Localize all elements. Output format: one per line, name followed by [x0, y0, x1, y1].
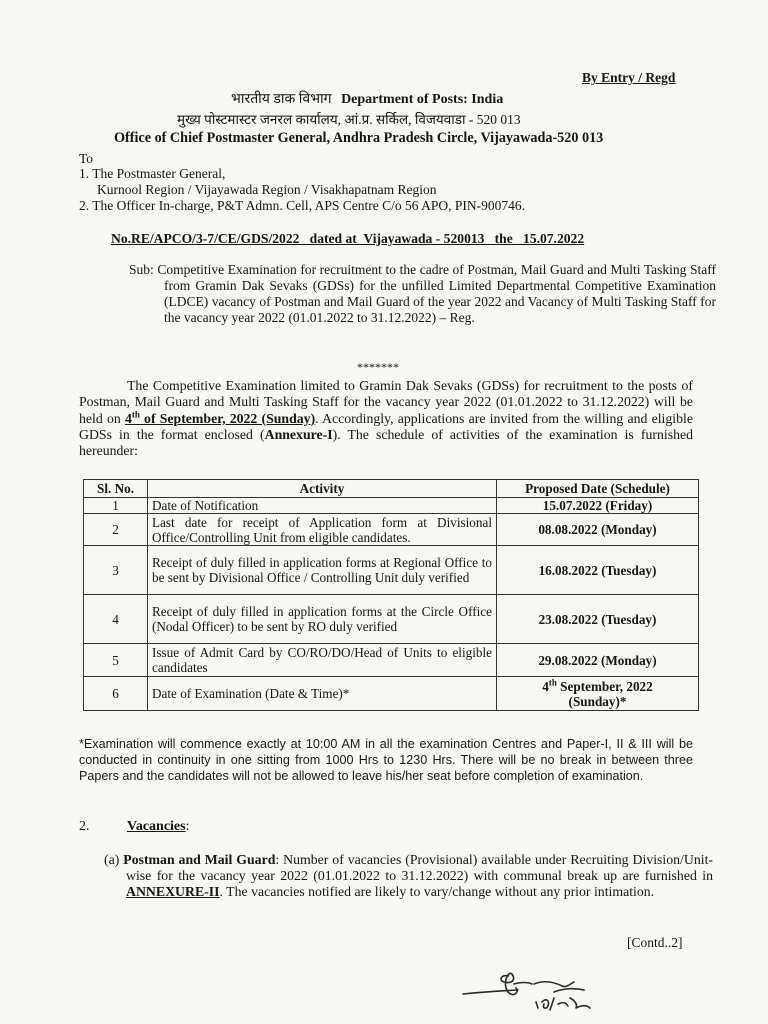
vacancy-item-a	[104, 852, 713, 899]
date-cell: 29.08.2022 (Monday)	[497, 644, 699, 677]
section-2-number: 2.	[79, 819, 90, 834]
sl-no-cell: 4	[84, 595, 148, 644]
exam-date-highlight	[125, 411, 315, 426]
date-cell: 16.08.2022 (Tuesday)	[497, 546, 699, 595]
activity-cell: Date of Examination (Date & Time)*	[148, 677, 497, 711]
exam-date-rest: of September, 2022 (Sunday)	[139, 410, 316, 426]
date-cell: 15.07.2022 (Friday)	[497, 498, 699, 514]
addressee-line-2: Kurnool Region / Vijayawada Region / Visakhapatnam Region	[97, 182, 437, 197]
office-name: Office of Chief Postmaster General, Andhra Pradesh Circle, Vijayawada-520 013	[114, 130, 604, 146]
table-row	[84, 677, 699, 711]
table-row	[84, 546, 699, 595]
activity-cell: Receipt of duly filled in application forms at Regional Office to be sent by Divisional Office / Controlling Unit duly verified	[148, 546, 497, 595]
table-header-row	[84, 480, 699, 498]
annexure-i-reference: Annexure-I	[264, 426, 333, 442]
column-header-activity: Activity	[148, 480, 497, 498]
activity-cell: Issue of Admit Card by CO/RO/DO/Head of Units to eligible candidates	[148, 644, 497, 677]
department-header	[231, 89, 503, 108]
exam-date-suffix: th	[131, 409, 140, 419]
hindi-department-name: भारतीय डाक विभाग	[231, 92, 332, 107]
addressee-line-1: 1. The Postmaster General,	[79, 166, 226, 181]
department-name: Department of Posts: India	[341, 92, 504, 107]
to-label: To	[79, 151, 94, 166]
separator-stars: *******	[357, 360, 399, 374]
exam-day-suffix: th	[548, 677, 557, 688]
exam-note: *Examination will commence exactly at 10:00 AM in all the examination Centres and Paper-I, II & III will be conducted in continuity in one sitting from 1000 Hrs to 1230 Hrs. There will be no break in between three Papers and the candidates will not be allowed to leave his/her seat before completion of examination.	[79, 737, 693, 784]
sl-no-cell: 2	[84, 514, 148, 546]
item-a-text-2: . The vacancies notified are likely to vary/change without any prior intimation.	[219, 883, 655, 899]
sl-no-cell: 6	[84, 677, 148, 711]
table-row	[84, 644, 699, 677]
exam-weekday: (Sunday)*	[568, 693, 627, 709]
continued-marker: [Contd..2]	[627, 935, 683, 950]
date-cell	[497, 677, 699, 711]
subject: Sub: Competitive Examination for recruitment to the cadre of Postman, Mail Guard and Multi Tasking Staff from Gramin Dak Sevaks (GDSs) for the unfilled Limited Departmental Competitive Examination (LDCE) vacancy of Postman and Mail Guard of the year 2022 and Vacancy of Multi Tasking Staff for the vacancy year 2022 (01.01.2022 to 31.12.2022) – Reg.	[129, 262, 716, 325]
exam-date-day: 4	[124, 410, 132, 426]
section-2-title: Vacancies	[127, 819, 186, 834]
table-row	[84, 498, 699, 514]
section-2-colon: :	[185, 819, 190, 834]
column-header-proposed-date: Proposed Date (Schedule)	[497, 480, 699, 498]
signature	[458, 962, 618, 1014]
item-a-label: (a)	[104, 852, 124, 867]
sl-no-cell: 3	[84, 546, 148, 595]
reference-number: No.RE/APCO/3-7/CE/GDS/2022 dated at Vijayawada - 520013 the 15.07.2022	[111, 231, 585, 246]
addressee-line-3: 2. The Officer In-charge, P&T Admn. Cell, APS Centre C/o 56 APO, PIN-900746.	[79, 198, 525, 213]
activity-cell: Date of Notification	[148, 498, 497, 514]
item-a-text-1: : Number of vacancies (Provisional) available under Recruiting Division/Unit-wise for the vacancy year 2022 (01.01.2022 to 31.12.2022) with communal break up are furnished in	[126, 852, 714, 883]
annexure-ii-reference: ANNEXURE-II	[126, 883, 220, 899]
item-a-title: Postman and Mail Guard	[123, 852, 276, 867]
sl-no-cell: 5	[84, 644, 148, 677]
sl-no-cell: 1	[84, 498, 148, 514]
activity-cell: Last date for receipt of Application form at Divisional Office/Controlling Unit from eligible candidates.	[148, 514, 497, 546]
section-2-heading	[127, 819, 189, 835]
date-cell: 23.08.2022 (Tuesday)	[497, 595, 699, 644]
table-row	[84, 595, 699, 644]
intro-text-3: ). The schedule of activities of the examination is furnished hereunder:	[79, 426, 693, 459]
date-cell: 08.08.2022 (Monday)	[497, 514, 699, 546]
intro-text-1: The Competitive Examination limited to Gramin Dak Sevaks (GDSs) for recruitment to the posts of Postman, Mail Guard and Multi Tasking Staff for the vacancy year 2022 (01.01.2022 to 31.12.2022) will be held on	[79, 378, 693, 426]
hindi-office-name: मुख्य पोस्टमास्टर जनरल कार्यालय, आं.प्र. सर्किल, विजयवाडा - 520 013	[177, 112, 521, 127]
column-header-sl-no: Sl. No.	[84, 480, 148, 498]
schedule-table	[83, 479, 699, 711]
intro-text-2: . Accordingly, applications are invited from the willing and eligible GDSs in the format enclosed (	[79, 410, 693, 442]
exam-month-year: September, 2022	[556, 678, 653, 694]
by-entry-regd: By Entry / Regd	[582, 70, 676, 85]
table-row	[84, 514, 699, 546]
activity-cell: Receipt of duly filled in application forms at the Circle Office (Nodal Officer) to be sent by RO duly verified	[148, 595, 497, 644]
exam-day: 4	[542, 678, 549, 694]
intro-paragraph	[79, 378, 693, 459]
